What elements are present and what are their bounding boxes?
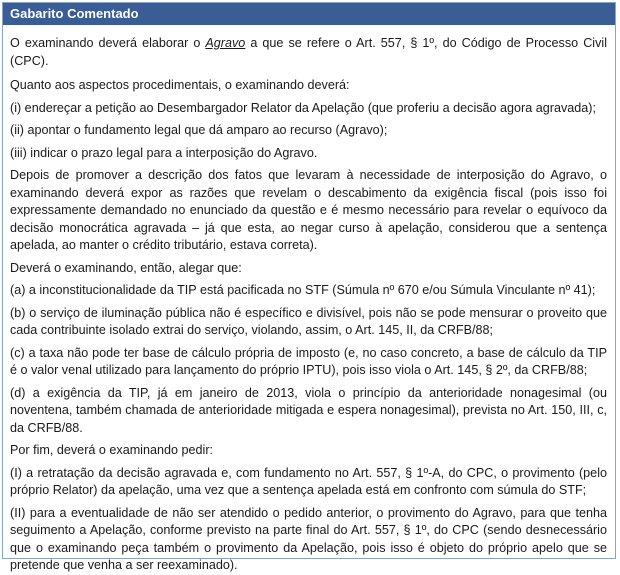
list-item-I: (I) a retratação da decisão agravada e, com fundamento no Art. 557, § 1º-A, do CPC, o provimento (pelo próprio Relator) da apelação, uma vez que a sentença apelada está em confronto com súmula do STF; [10, 465, 607, 497]
list-item-b: (b) o serviço de iluminação pública não é específico e divisível, pois não se pode mensurar o proveito que cada contribuinte isolado extrai do serviço, violando, assim, o Art. 145, II, da CRFB/88; [10, 305, 607, 337]
panel-body [3, 25, 615, 575]
panel-title: Gabarito Comentado [3, 3, 615, 25]
list-item-a: (a) a inconstitucionalidade da TIP está pacificada no STF (Súmula nº 670 e/ou Súmula Vinculante nº 41); [10, 283, 596, 297]
intro-paragraph [10, 35, 607, 70]
answer-key-panel [2, 2, 616, 572]
paragraph-por-fim: Por fim, deverá o examinando pedir: [10, 443, 214, 457]
list-item-iii: (iii) indicar o prazo legal para a interposição do Agravo. [10, 145, 318, 160]
intro-text-after: a que se refere o Art. 557, § 1º, do Código de Processo Civil (CPC). [10, 36, 607, 68]
list-item-i: (i) endereçar a petição ao Desembargador Relator da Apelação (que proferiu a decisão agora agravada); [10, 100, 596, 115]
list-item-d: (d) a exigência da TIP, já em janeiro de 2013, viola o princípio da anterioridade nonagesimal (ou noventena, também chamada de anterioridade mitigada e espera nonagesimal), prevista no Art. 150, III, c, da CRFB/88. [10, 385, 607, 435]
intro-emphasis: Agravo [205, 36, 246, 50]
paragraph-depois: Depois de promover a descrição dos fatos que levaram à necessidade de interposição do Agravo, o examinando deverá expor as razões que revelam o descabimento da exigência fiscal (pois isso foi expressamente demandado no enunciado da questão e é mesmo necessário para revelar o equívoco da decisão monocrática agravada – já que esta, ao negar curso à apelação, considerou que a sentença apelada, ao manter o crédito tributário, estava correta). [10, 168, 607, 252]
intro-text-before: O examinando deverá elaborar o [10, 36, 206, 50]
paragraph-aspects: Quanto aos aspectos procedimentais, o examinando deverá: [10, 78, 350, 92]
list-item-ii: (ii) apontar o fundamento legal que dá amparo ao recurso (Agravo); [10, 123, 388, 137]
list-item-c: (c) a taxa não pode ter base de cálculo própria de imposto (e, no caso concreto, a base de cálculo da TIP é o valor venal utilizado para lançamento do próprio IPTU), pois isso viola o Art. 145, § 2º, da CRFB/88; [10, 345, 607, 377]
paragraph-devera: Deverá o examinando, então, alegar que: [10, 260, 242, 275]
list-item-II: (II) para a eventualidade de não ser atendido o pedido anterior, o provimento do Agravo, para que tenha seguimento a Apelação, conforme previsto na parte final do Art. 557, § 1º, do CPC (sendo desnecessário que o examinando peça também o provimento da Apelação, pois isso é objeto do próprio apelo que se pretende que venha a ser reexaminado). [10, 505, 607, 572]
